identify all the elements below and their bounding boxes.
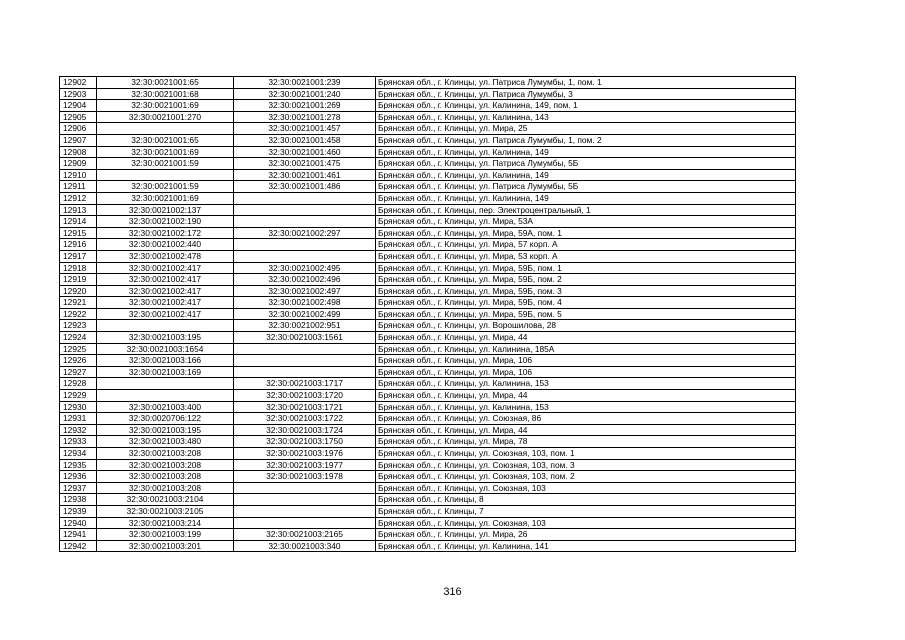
row-number-cell: 12927 <box>60 366 97 378</box>
linked-cadastral-number-cell <box>234 239 376 251</box>
cadastral-number-cell: 32:30:0021003:201 <box>97 540 234 552</box>
cadastral-number-cell: 32:30:0021002:172 <box>97 227 234 239</box>
table-row <box>60 378 796 390</box>
row-number-cell: 12928 <box>60 378 97 390</box>
cadastral-number-cell: 32:30:0020706:122 <box>97 413 234 425</box>
row-number-cell: 12933 <box>60 436 97 448</box>
cadastral-number-cell: 32:30:0021002:417 <box>97 262 234 274</box>
address-cell: Брянская обл., г. Клинцы, ул. Мира, 57 корп. А <box>376 239 796 251</box>
cadastral-number-cell: 32:30:0021003:480 <box>97 436 234 448</box>
table-row <box>60 262 796 274</box>
cadastral-number-cell: 32:30:0021002:417 <box>97 308 234 320</box>
address-cell: Брянская обл., г. Клинцы, ул. Мира, 106 <box>376 355 796 367</box>
table-row <box>60 181 796 193</box>
table-row <box>60 123 796 135</box>
table-row <box>60 250 796 262</box>
row-number-cell: 12921 <box>60 297 97 309</box>
row-number-cell: 12929 <box>60 390 97 402</box>
row-number-cell: 12902 <box>60 77 97 89</box>
cadastral-number-cell <box>97 390 234 402</box>
linked-cadastral-number-cell: 32:30:0021003:1720 <box>234 390 376 402</box>
linked-cadastral-number-cell: 32:30:0021002:497 <box>234 285 376 297</box>
linked-cadastral-number-cell <box>234 494 376 506</box>
linked-cadastral-number-cell: 32:30:0021001:458 <box>234 134 376 146</box>
address-cell: Брянская обл., г. Клинцы, ул. Патриса Лумумбы, 5Б <box>376 158 796 170</box>
row-number-cell: 12926 <box>60 355 97 367</box>
cadastral-number-cell: 32:30:0021003:208 <box>97 459 234 471</box>
address-cell: Брянская обл., г. Клинцы, ул. Мира, 44 <box>376 424 796 436</box>
linked-cadastral-number-cell: 32:30:0021003:1978 <box>234 471 376 483</box>
row-number-cell: 12920 <box>60 285 97 297</box>
table-row <box>60 459 796 471</box>
cadastral-number-cell: 32:30:0021002:190 <box>97 216 234 228</box>
table-row <box>60 366 796 378</box>
address-cell: Брянская обл., г. Клинцы, 7 <box>376 505 796 517</box>
cadastral-number-cell: 32:30:0021003:208 <box>97 448 234 460</box>
linked-cadastral-number-cell: 32:30:0021003:1750 <box>234 436 376 448</box>
table-row <box>60 88 796 100</box>
linked-cadastral-number-cell: 32:30:0021001:239 <box>234 77 376 89</box>
table-row <box>60 146 796 158</box>
linked-cadastral-number-cell: 32:30:0021001:240 <box>234 88 376 100</box>
row-number-cell: 12935 <box>60 459 97 471</box>
cadastral-number-cell: 32:30:0021001:69 <box>97 100 234 112</box>
row-number-cell: 12934 <box>60 448 97 460</box>
cadastral-number-cell: 32:30:0021003:195 <box>97 424 234 436</box>
linked-cadastral-number-cell: 32:30:0021002:495 <box>234 262 376 274</box>
cadastral-number-cell: 32:30:0021003:208 <box>97 482 234 494</box>
cadastral-number-cell: 32:30:0021003:1654 <box>97 343 234 355</box>
linked-cadastral-number-cell: 32:30:0021001:461 <box>234 169 376 181</box>
row-number-cell: 12906 <box>60 123 97 135</box>
address-cell: Брянская обл., г. Клинцы, ул. Патриса Лумумбы, 5Б <box>376 181 796 193</box>
linked-cadastral-number-cell: 32:30:0021003:1717 <box>234 378 376 390</box>
table-row <box>60 297 796 309</box>
table-row <box>60 436 796 448</box>
address-cell: Брянская обл., г. Клинцы, ул. Патриса Лумумбы, 1, пом. 1 <box>376 77 796 89</box>
table-row <box>60 204 796 216</box>
address-cell: Брянская обл., г. Клинцы, ул. Калинина, 149 <box>376 146 796 158</box>
linked-cadastral-number-cell <box>234 343 376 355</box>
cadastral-number-cell: 32:30:0021003:199 <box>97 529 234 541</box>
row-number-cell: 12911 <box>60 181 97 193</box>
table-row <box>60 494 796 506</box>
address-cell: Брянская обл., г. Клинцы, ул. Патриса Лумумбы, 1, пом. 2 <box>376 134 796 146</box>
cadastral-number-cell: 32:30:0021001:69 <box>97 192 234 204</box>
row-number-cell: 12917 <box>60 250 97 262</box>
table-row <box>60 320 796 332</box>
row-number-cell: 12909 <box>60 158 97 170</box>
row-number-cell: 12923 <box>60 320 97 332</box>
linked-cadastral-number-cell: 32:30:0021002:498 <box>234 297 376 309</box>
linked-cadastral-number-cell <box>234 355 376 367</box>
address-cell: Брянская обл., г. Клинцы, ул. Союзная, 103, пом. 3 <box>376 459 796 471</box>
row-number-cell: 12942 <box>60 540 97 552</box>
table-row <box>60 227 796 239</box>
table-row <box>60 540 796 552</box>
cadastral-number-cell: 32:30:0021003:166 <box>97 355 234 367</box>
cadastral-number-cell: 32:30:0021002:417 <box>97 297 234 309</box>
row-number-cell: 12922 <box>60 308 97 320</box>
linked-cadastral-number-cell: 32:30:0021003:1724 <box>234 424 376 436</box>
table-row <box>60 424 796 436</box>
row-number-cell: 12915 <box>60 227 97 239</box>
cadastral-number-cell <box>97 123 234 135</box>
table-row <box>60 448 796 460</box>
row-number-cell: 12925 <box>60 343 97 355</box>
address-cell: Брянская обл., г. Клинцы, ул. Мира, 59Б, пом. 5 <box>376 308 796 320</box>
cadastral-number-cell: 32:30:0021003:2105 <box>97 505 234 517</box>
linked-cadastral-number-cell <box>234 204 376 216</box>
address-cell: Брянская обл., г. Клинцы, ул. Мира, 59Б, пом. 2 <box>376 274 796 286</box>
page-number: 316 <box>443 586 462 598</box>
cadastral-number-cell: 32:30:0021001:65 <box>97 134 234 146</box>
address-cell: Брянская обл., г. Клинцы, ул. Мира, 59А, пом. 1 <box>376 227 796 239</box>
linked-cadastral-number-cell <box>234 505 376 517</box>
linked-cadastral-number-cell: 32:30:0021003:340 <box>234 540 376 552</box>
cadastral-number-cell: 32:30:0021001:59 <box>97 181 234 193</box>
row-number-cell: 12905 <box>60 111 97 123</box>
cadastral-number-cell: 32:30:0021001:69 <box>97 146 234 158</box>
table-row <box>60 158 796 170</box>
table-row <box>60 343 796 355</box>
table-row <box>60 192 796 204</box>
table-row <box>60 471 796 483</box>
linked-cadastral-number-cell: 32:30:0021001:460 <box>234 146 376 158</box>
table-row <box>60 308 796 320</box>
linked-cadastral-number-cell: 32:30:0021003:1977 <box>234 459 376 471</box>
row-number-cell: 12937 <box>60 482 97 494</box>
cadastral-number-cell: 32:30:0021002:417 <box>97 274 234 286</box>
row-number-cell: 12907 <box>60 134 97 146</box>
cadastral-number-cell: 32:30:0021002:137 <box>97 204 234 216</box>
address-cell: Брянская обл., г. Клинцы, ул. Калинина, 153 <box>376 401 796 413</box>
address-cell: Брянская обл., г. Клинцы, ул. Патриса Лумумбы, 3 <box>376 88 796 100</box>
address-cell: Брянская обл., г. Клинцы, ул. Калинина, 141 <box>376 540 796 552</box>
row-number-cell: 12918 <box>60 262 97 274</box>
table-row <box>60 332 796 344</box>
row-number-cell: 12904 <box>60 100 97 112</box>
cadastral-number-cell: 32:30:0021001:270 <box>97 111 234 123</box>
address-cell: Брянская обл., г. Клинцы, ул. Мира, 106 <box>376 366 796 378</box>
table-row <box>60 134 796 146</box>
row-number-cell: 12936 <box>60 471 97 483</box>
address-cell: Брянская обл., г. Клинцы, ул. Мира, 53А <box>376 216 796 228</box>
cadastral-number-cell: 32:30:0021002:478 <box>97 250 234 262</box>
address-cell: Брянская обл., г. Клинцы, ул. Ворошилова, 28 <box>376 320 796 332</box>
address-cell: Брянская обл., г. Клинцы, ул. Калинина, 149 <box>376 192 796 204</box>
address-cell: Брянская обл., г. Клинцы, ул. Калинина, 143 <box>376 111 796 123</box>
registry-table-body <box>60 77 796 552</box>
linked-cadastral-number-cell: 32:30:0021003:2165 <box>234 529 376 541</box>
address-cell: Брянская обл., г. Клинцы, ул. Союзная, 103, пом. 1 <box>376 448 796 460</box>
row-number-cell: 12941 <box>60 529 97 541</box>
address-cell: Брянская обл., г. Клинцы, ул. Мира, 59Б, пом. 1 <box>376 262 796 274</box>
address-cell: Брянская обл., г. Клинцы, ул. Мира, 44 <box>376 390 796 402</box>
row-number-cell: 12908 <box>60 146 97 158</box>
row-number-cell: 12940 <box>60 517 97 529</box>
cadastral-number-cell <box>97 378 234 390</box>
table-row <box>60 482 796 494</box>
cadastral-number-cell: 32:30:0021001:59 <box>97 158 234 170</box>
linked-cadastral-number-cell <box>234 250 376 262</box>
linked-cadastral-number-cell <box>234 517 376 529</box>
row-number-cell: 12916 <box>60 239 97 251</box>
row-number-cell: 12919 <box>60 274 97 286</box>
linked-cadastral-number-cell: 32:30:0021002:499 <box>234 308 376 320</box>
linked-cadastral-number-cell <box>234 192 376 204</box>
row-number-cell: 12938 <box>60 494 97 506</box>
address-cell: Брянская обл., г. Клинцы, ул. Калинина, 149, пом. 1 <box>376 100 796 112</box>
address-cell: Брянская обл., г. Клинцы, ул. Мира, 25 <box>376 123 796 135</box>
cadastral-number-cell: 32:30:0021003:2104 <box>97 494 234 506</box>
linked-cadastral-number-cell: 32:30:0021003:1721 <box>234 401 376 413</box>
table-row <box>60 274 796 286</box>
cadastral-number-cell <box>97 169 234 181</box>
table-row <box>60 100 796 112</box>
address-cell: Брянская обл., г. Клинцы, ул. Мира, 26 <box>376 529 796 541</box>
address-cell: Брянская обл., г. Клинцы, ул. Союзная, 103, пом. 2 <box>376 471 796 483</box>
row-number-cell: 12913 <box>60 204 97 216</box>
table-row <box>60 529 796 541</box>
linked-cadastral-number-cell: 32:30:0021002:951 <box>234 320 376 332</box>
linked-cadastral-number-cell: 32:30:0021001:269 <box>234 100 376 112</box>
row-number-cell: 12931 <box>60 413 97 425</box>
table-row <box>60 517 796 529</box>
row-number-cell: 12930 <box>60 401 97 413</box>
registry-table-wrapper <box>59 76 795 552</box>
cadastral-number-cell: 32:30:0021001:68 <box>97 88 234 100</box>
linked-cadastral-number-cell: 32:30:0021002:297 <box>234 227 376 239</box>
cadastral-number-cell: 32:30:0021002:417 <box>97 285 234 297</box>
linked-cadastral-number-cell: 32:30:0021003:1976 <box>234 448 376 460</box>
address-cell: Брянская обл., г. Клинцы, ул. Мира, 78 <box>376 436 796 448</box>
cadastral-number-cell: 32:30:0021003:400 <box>97 401 234 413</box>
address-cell: Брянская обл., г. Клинцы, ул. Мира, 44 <box>376 332 796 344</box>
linked-cadastral-number-cell <box>234 366 376 378</box>
table-row <box>60 216 796 228</box>
cadastral-number-cell: 32:30:0021003:214 <box>97 517 234 529</box>
table-row <box>60 390 796 402</box>
cadastral-number-cell: 32:30:0021002:440 <box>97 239 234 251</box>
address-cell: Брянская обл., г. Клинцы, ул. Мира, 53 корп. А <box>376 250 796 262</box>
address-cell: Брянская обл., г. Клинцы, ул. Союзная, 86 <box>376 413 796 425</box>
row-number-cell: 12912 <box>60 192 97 204</box>
row-number-cell: 12932 <box>60 424 97 436</box>
row-number-cell: 12924 <box>60 332 97 344</box>
cadastral-number-cell: 32:30:0021001:65 <box>97 77 234 89</box>
registry-table <box>59 76 796 552</box>
table-row <box>60 239 796 251</box>
address-cell: Брянская обл., г. Клинцы, пер. Электроцентральный, 1 <box>376 204 796 216</box>
table-row <box>60 413 796 425</box>
linked-cadastral-number-cell: 32:30:0021002:496 <box>234 274 376 286</box>
table-row <box>60 401 796 413</box>
linked-cadastral-number-cell: 32:30:0021003:1561 <box>234 332 376 344</box>
address-cell: Брянская обл., г. Клинцы, ул. Союзная, 103 <box>376 482 796 494</box>
cadastral-number-cell: 32:30:0021003:195 <box>97 332 234 344</box>
cadastral-number-cell <box>97 320 234 332</box>
table-row <box>60 505 796 517</box>
table-row <box>60 77 796 89</box>
cadastral-number-cell: 32:30:0021003:208 <box>97 471 234 483</box>
row-number-cell: 12939 <box>60 505 97 517</box>
table-row <box>60 169 796 181</box>
linked-cadastral-number-cell <box>234 216 376 228</box>
row-number-cell: 12903 <box>60 88 97 100</box>
table-row <box>60 285 796 297</box>
linked-cadastral-number-cell: 32:30:0021001:475 <box>234 158 376 170</box>
linked-cadastral-number-cell: 32:30:0021001:278 <box>234 111 376 123</box>
table-row <box>60 355 796 367</box>
address-cell: Брянская обл., г. Клинцы, ул. Калинина, 149 <box>376 169 796 181</box>
table-row <box>60 111 796 123</box>
address-cell: Брянская обл., г. Клинцы, ул. Калинина, 185А <box>376 343 796 355</box>
address-cell: Брянская обл., г. Клинцы, ул. Калинина, 153 <box>376 378 796 390</box>
address-cell: Брянская обл., г. Клинцы, ул. Мира, 59Б, пом. 3 <box>376 285 796 297</box>
address-cell: Брянская обл., г. Клинцы, 8 <box>376 494 796 506</box>
linked-cadastral-number-cell: 32:30:0021001:457 <box>234 123 376 135</box>
linked-cadastral-number-cell: 32:30:0021003:1722 <box>234 413 376 425</box>
address-cell: Брянская обл., г. Клинцы, ул. Мира, 59Б, пом. 4 <box>376 297 796 309</box>
address-cell: Брянская обл., г. Клинцы, ул. Союзная, 103 <box>376 517 796 529</box>
linked-cadastral-number-cell <box>234 482 376 494</box>
row-number-cell: 12914 <box>60 216 97 228</box>
linked-cadastral-number-cell: 32:30:0021001:486 <box>234 181 376 193</box>
row-number-cell: 12910 <box>60 169 97 181</box>
cadastral-number-cell: 32:30:0021003:169 <box>97 366 234 378</box>
